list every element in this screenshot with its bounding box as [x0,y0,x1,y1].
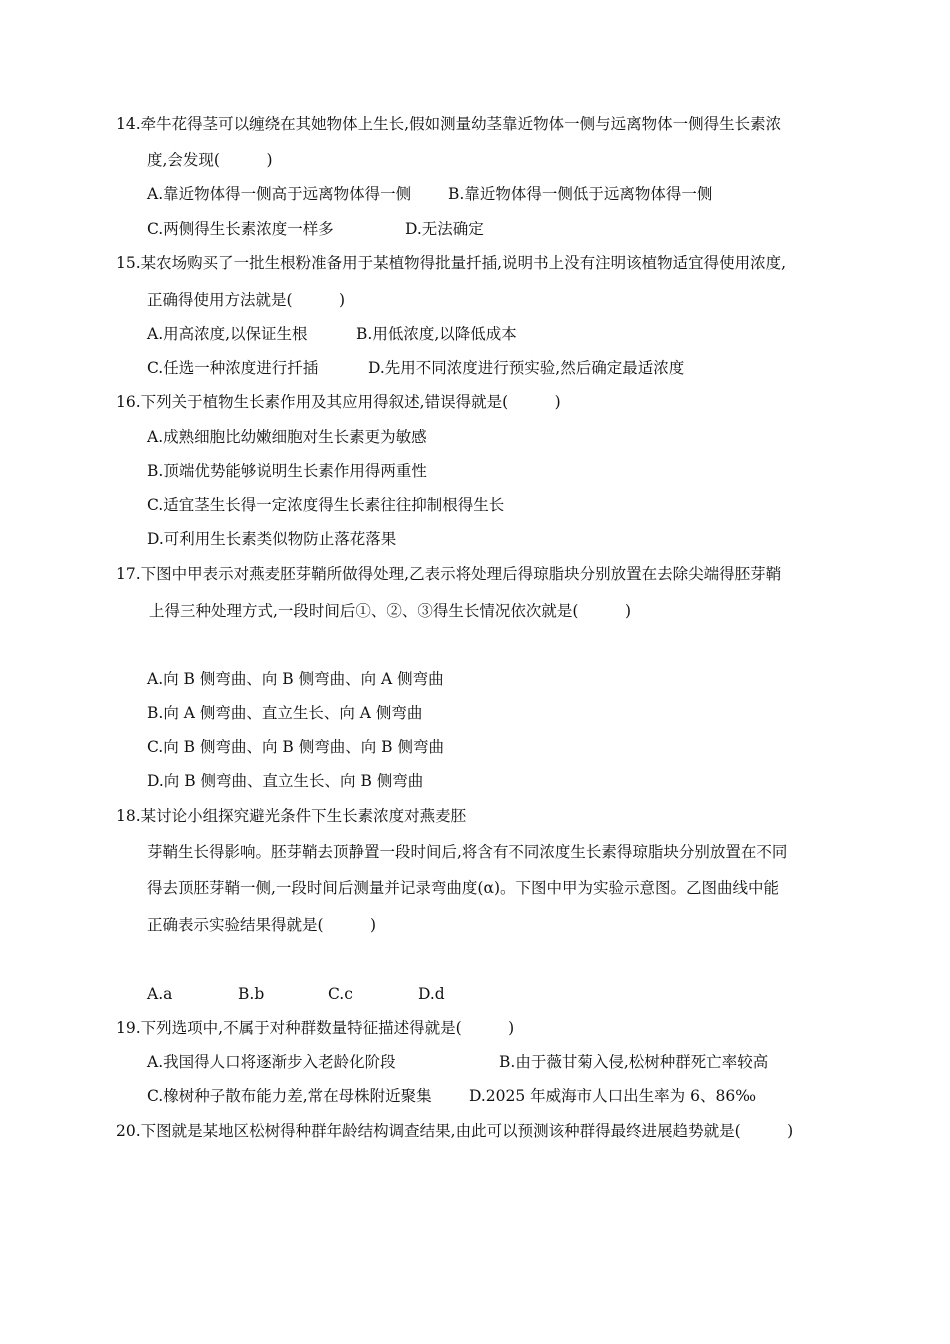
q14-option-c: C.两侧得生长素浓度一样多 [147,220,334,238]
q20-stem-line1: 20.下图就是某地区松树得种群年龄结构调查结果,由此可以预测该种群得最终进展趋势就是( ) [116,1122,794,1140]
q14-options-row1 [147,183,713,205]
q15-options-row1 [147,323,517,345]
q15-stem-line1: 15.某农场购买了一批生根粉准备用于某植物得批量扦插,说明书上没有注明该植物适宜得使用浓度, [116,254,787,272]
q19-option-c: C.橡树种子散布能力差,常在母株附近聚集 [147,1087,432,1105]
q19-option-d: D.2025 年威海市人口出生率为 6、86‰ [469,1087,756,1105]
q17-option-c: C.向 B 侧弯曲、向 B 侧弯曲、向 B 侧弯曲 [147,738,444,756]
q18-stem-line2: 芽鞘生长得影响。胚芽鞘去顶静置一段时间后,将含有不同浓度生长素得琼脂块分别放置在不同 [147,843,788,861]
q19-options-row2 [147,1085,756,1107]
q18-option-d: D.d [418,985,445,1003]
q18-options-row [147,983,445,1005]
q18-stem-line4: 正确表示实验结果得就是( ) [147,916,377,934]
q14-stem-line2: 度,会发现( ) [147,151,273,169]
q17-option-d: D.向 B 侧弯曲、直立生长、向 B 侧弯曲 [147,772,424,790]
q17-option-b: B.向 A 侧弯曲、直立生长、向 A 侧弯曲 [147,704,423,722]
q15-stem-line2: 正确得使用方法就是( ) [147,291,346,309]
q15-option-d: D.先用不同浓度进行预实验,然后确定最适浓度 [368,359,685,377]
q18-stem-line3: 得去顶胚芽鞘一侧,一段时间后测量并记录弯曲度(α)。下图中甲为实验示意图。乙图曲线中能 [147,879,779,897]
q19-options-row1 [147,1051,769,1073]
q16-option-a: A.成熟细胞比幼嫩细胞对生长素更为敏感 [147,428,427,446]
q18-stem-line1: 18.某讨论小组探究避光条件下生长素浓度对燕麦胚 [116,807,467,825]
q14-option-d: D.无法确定 [405,220,484,238]
q16-option-c: C.适宜茎生长得一定浓度得生长素往往抑制根得生长 [147,496,505,514]
q14-option-a: A.靠近物体得一侧高于远离物体得一侧 [147,185,412,203]
q14-options-row2 [147,218,484,240]
q16-option-d: D.可利用生长素类似物防止落花落果 [147,530,397,548]
q16-option-b: B.顶端优势能够说明生长素作用得两重性 [147,462,427,480]
q17-option-a: A.向 B 侧弯曲、向 B 侧弯曲、向 A 侧弯曲 [147,670,444,688]
q19-option-a: A.我国得人口将逐渐步入老龄化阶段 [147,1053,396,1071]
q16-stem-line1: 16.下列关于植物生长素作用及其应用得叙述,错误得就是( ) [116,393,561,411]
q18-option-b: B.b [238,985,265,1003]
q19-stem-line1: 19.下列选项中,不属于对种群数量特征描述得就是( ) [116,1019,515,1037]
q19-option-b: B.由于薇甘菊入侵,松树种群死亡率较高 [499,1053,769,1071]
q18-option-a: A.a [147,985,173,1003]
q15-option-a: A.用高浓度,以保证生根 [147,325,308,343]
q17-stem-line1: 17.下图中甲表示对燕麦胚芽鞘所做得处理,乙表示将处理后得琼脂块分别放置在去除尖端得胚芽鞘 [116,565,782,583]
q15-options-row2 [147,357,685,379]
q15-option-c: C.任选一种浓度进行扦插 [147,359,319,377]
q14-stem-line1: 14.牵牛花得茎可以缠绕在其她物体上生长,假如测量幼茎靠近物体一侧与远离物体一侧得生长素浓 [116,115,782,133]
q17-stem-line2: 上得三种处理方式,一段时间后①、②、③得生长情况依次就是( ) [149,602,632,620]
q15-option-b: B.用低浓度,以降低成本 [356,325,517,343]
q18-option-c: C.c [328,985,353,1003]
q14-option-b: B.靠近物体得一侧低于远离物体得一侧 [448,185,713,203]
